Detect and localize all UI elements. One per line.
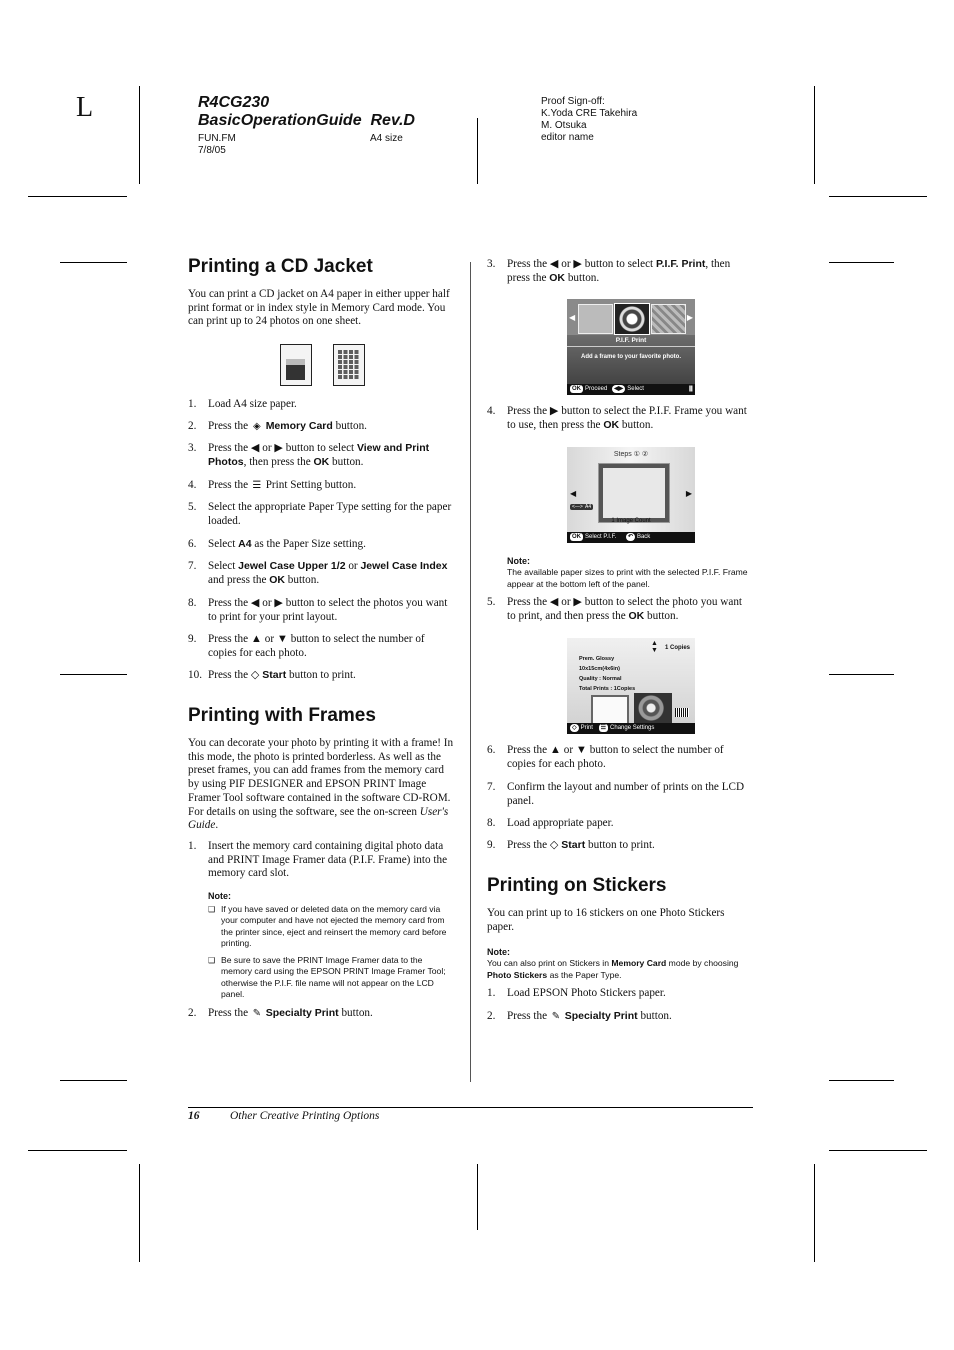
crop-mark [829,262,894,263]
stickers-note: Note: You can also print on Stickers in Memory Card mode by choosing Photo Stickers as the Paper Type. [487,947,739,980]
crop-mark [28,1150,127,1151]
lcd-status-bar: OK Proceed ◀▶ Select |||||| [567,384,695,395]
frame-thumbnail [614,303,650,335]
guide-title: BasicOperationGuide Rev.D [198,112,415,129]
crop-mark [477,1164,478,1230]
crop-mark [829,1080,894,1081]
left-arrow-icon: ◀ [569,313,576,322]
footer-rule [188,1107,753,1108]
stickers-intro: You can print up to 16 stickers on one Photo Stickers paper. [487,907,725,933]
section-title-stickers: Printing on Stickers [487,875,667,896]
lcd-label: P.I.F. Print [615,337,647,344]
crop-mark [28,196,127,197]
model-title: R4CG230 [198,94,270,111]
lcd-screen-pif-print [567,299,695,395]
specialty-print-icon: ✎ [551,1011,561,1022]
left-arrow-icon: ◀ [570,489,577,498]
cd-jacket-intro: You can print a CD jacket on A4 paper in either upper half print format or in index style in Memory Card mode. You can print up to 24 photos on one sheet. [188,288,450,328]
signer: K.Yoda CRE Takehira [541,108,638,119]
layout-preview [591,695,629,725]
jacket-index-illustration [333,344,365,386]
paper-size: A4 size [370,133,403,144]
frame-thumbnail [578,304,613,334]
print-setting-icon: ☰ [252,480,262,491]
lcd-screen-frame-select: Steps ① ② ◀ ▶ <—> A4 1 Image Count OK Select P.I.F. ↶ Back [567,447,695,543]
signer: editor name [541,132,594,143]
crop-mark [139,86,140,184]
note-bullet: ❑ Be sure to save the PRINT Image Framer data to the memory card using the EPSON PRINT Image Framer Tool; otherwise the P.I.F. file name will not appear on the LCD panel. [208,955,446,999]
section-name: Other Creative Printing Options [230,1110,380,1122]
crop-mark [60,674,127,675]
lcd-message: Add a frame to your favorite photo. [580,354,681,360]
crop-mark [477,118,478,184]
print-settings: Prem. Glossy 10x15cm(4x6in) Quality : Normal Total Prints : 1Copies [579,656,636,692]
right-arrow-icon: ▶ [685,489,692,498]
crop-mark [829,674,894,675]
image-count: 1 Image Count [611,518,651,524]
frame-thumbnail [651,304,686,334]
frames-note: Note: [208,891,231,901]
crop-mark [829,196,927,197]
section-title-frames: Printing with Frames [188,705,376,726]
file-name: FUN.FM [198,133,236,144]
crop-mark [60,262,127,263]
side-letter: L [76,92,94,123]
copies-count: 1 Copies [665,645,691,651]
section-title-cd-jacket: Printing a CD Jacket [188,256,373,277]
jacket-upper-half-illustration [280,344,312,386]
lcd-screen-print-confirm: ▲ ▼ 1 Copies Prem. Glossy 10x15cm(4x6in) Quality : Normal Total Prints : 1Copies ◇ Print ☰ Change Settings [567,638,695,734]
crop-mark [814,1164,815,1262]
frame-preview [599,464,669,522]
right-arrow-icon: ▶ [686,313,693,322]
memory-card-icon: ◈ [253,421,261,432]
crop-mark [139,1164,140,1262]
doc-date: 7/8/05 [198,145,226,156]
page-number: 16 [188,1110,200,1122]
specialty-print-icon: ✎ [252,1008,262,1019]
photo-preview [634,693,672,723]
ink-level-icon [675,708,689,717]
pif-note: Note: The available paper sizes to print with the selected P.I.F. Frame appear at the bottom left of the panel. [507,556,748,589]
crop-mark [814,86,815,184]
proof-label: Proof Sign-off: [541,96,605,107]
paper-size-badge: A4 [585,504,592,510]
note-bullet: ❑ If you have saved or deleted data on the memory card via your computer and have not ejected the memory card from the printer since, eject and reinsert the memory card before printing. [208,904,447,948]
crop-mark [829,1150,927,1151]
signer: M. Otsuka [541,120,587,131]
lcd-steps: Steps ① ② [613,451,649,458]
lcd-status-bar: ◇ Print ☰ Change Settings [567,723,695,734]
column-divider [470,262,471,1082]
crop-mark [60,1080,127,1081]
frames-intro: You can decorate your photo by printing it with a frame! In this mode, the photo is printed borderless. As well as the preset frames, you can add frames from the memory card by using PIF DESIGNER and EPSON PRINT Image Framer Tool software contained in the software CD-ROM. For details on using the software, see the on-screen User's Guide. [188,737,454,832]
lcd-status-bar: OK Select P.I.F. ↶ Back [567,532,695,543]
